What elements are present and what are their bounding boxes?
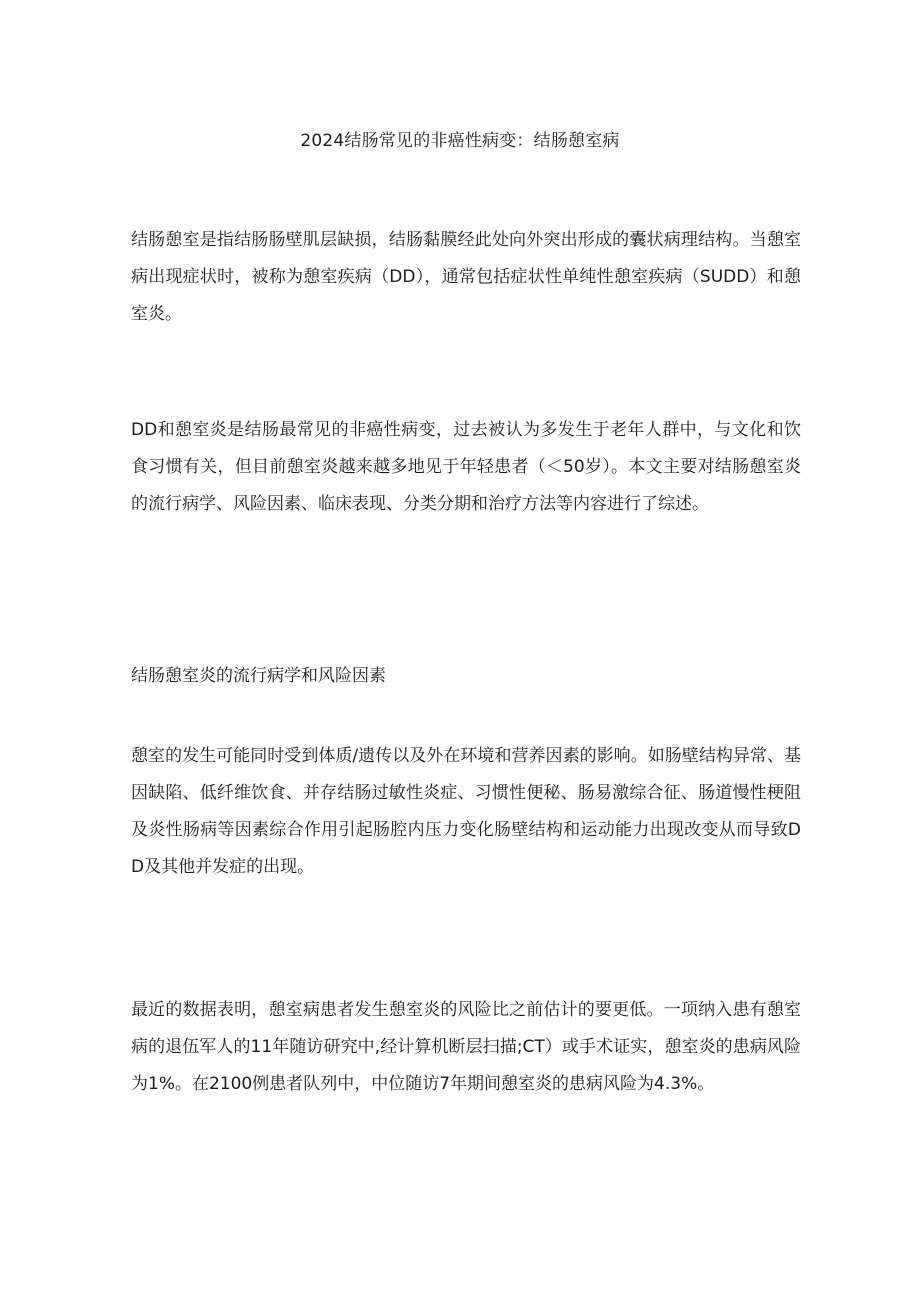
paragraph-overview: DD和憩室炎是结肠最常见的非癌性病变，过去被认为多发生于老年人群中，与文化和饮食习惯有关，但目前憩室炎越来越多地见于年轻患者（＜50岁）。本文主要对结肠憩室炎的流行病学、风险因素、临床表现、分类分期和治疗方法等内容进行了综述。 [131,420,801,514]
document-title: 2024结肠常见的非癌性病变：结肠憩室病 [300,131,620,151]
paragraph-risk-factors: 憩室的发生可能同时受到体质/遗传以及外在环境和营养因素的影响。如肠壁结构异常、基因缺陷、低纤维饮食、并存结肠过敏性炎症、习惯性便秘、肠易激综合征、肠道慢性梗阻及炎性肠病等因素综合作用引起肠腔内压力变化肠壁结构和运动能力出现改变从而导致DD及其他并发症的出现。 [131,746,801,877]
paragraph-risk-data: 最近的数据表明，憩室病患者发生憩室炎的风险比之前估计的要更低。一项纳入患有憩室病的退伍军人的11年随访研究中,经计算机断层扫描;CT）或手术证实，憩室炎的患病风险为1%。在2100例患者队列中，中位随访7年期间憩室炎的患病风险为4.3%。 [131,1000,801,1094]
section-heading-epidemiology: 结肠憩室炎的流行病学和风险因素 [131,666,386,686]
paragraph-intro: 结肠憩室是指结肠肠壁肌层缺损，结肠黏膜经此处向外突出形成的囊状病理结构。当憩室病出现症状时，被称为憩室疾病（DD），通常包括症状性单纯性憩室疾病（SUDD）和憩室炎。 [131,230,801,324]
